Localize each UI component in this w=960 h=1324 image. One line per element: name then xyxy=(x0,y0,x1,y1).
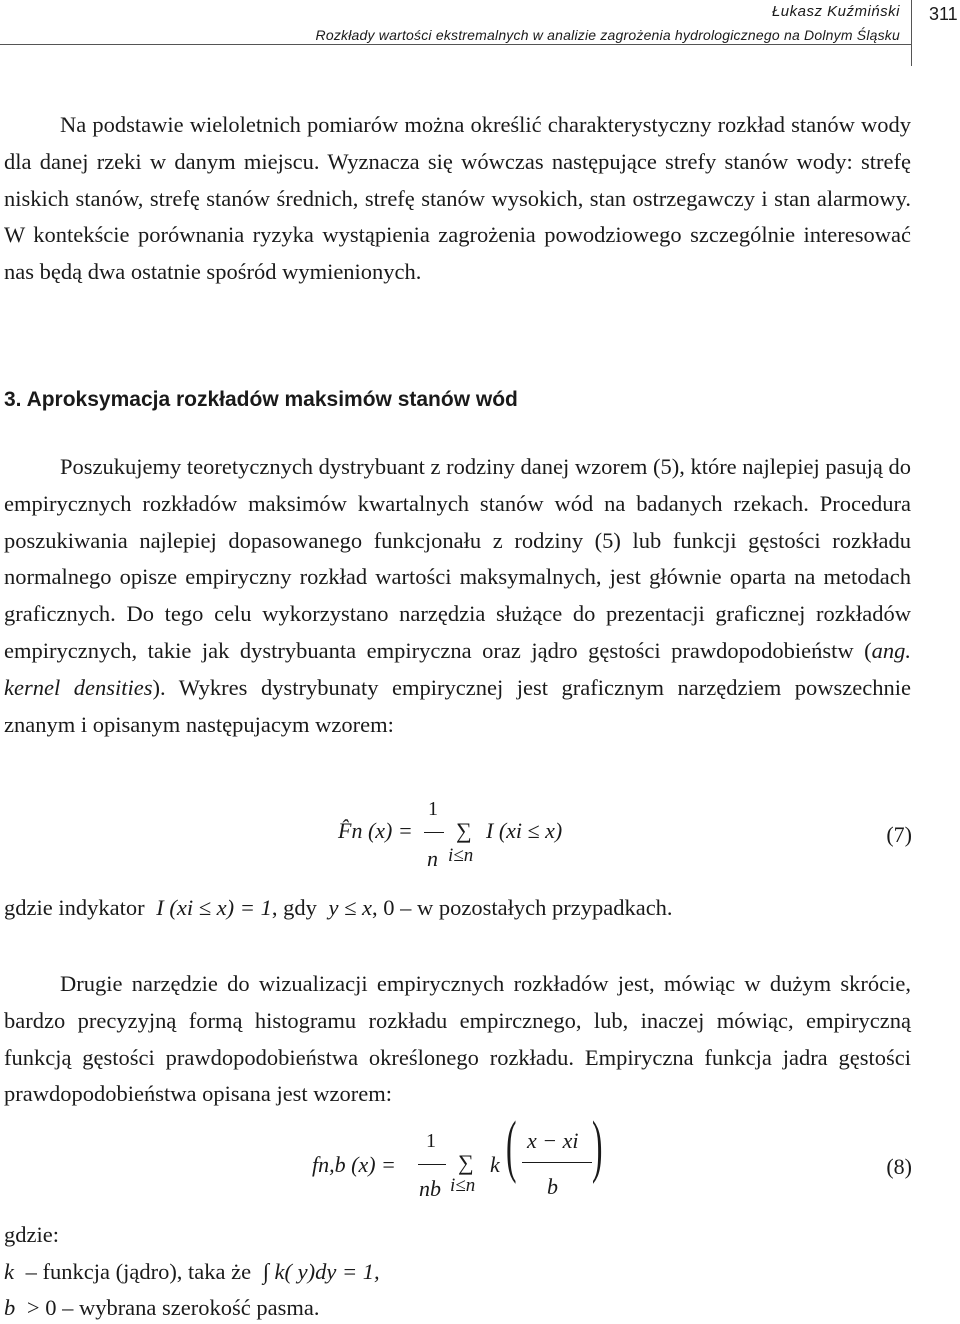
eq8-denominator: nb xyxy=(419,1176,441,1201)
eq8-number: (8) xyxy=(886,1154,912,1179)
running-header-title: Rozkłady wartości ekstremalnych w analizie zagrożenia hydrologicznego na Dolnym Śląsku xyxy=(315,27,900,43)
definition-b xyxy=(4,1295,319,1321)
running-header-author: Łukasz Kuźmiński xyxy=(771,3,900,20)
paragraph-kernel: Drugie narzędzie do wizualizacji empirycznych rozkładów jest, mówiąc w dużym skrócie, bardzo precyzyjną formą histogramu rozkładu empircznego, lub, inaczej mówiąc, empiryczną funkcją gęstości prawdopodobieństwa określonego rozkładu. Empiryczna funkcja jadra gęstości prawdopodobieństwa opisana jest wzorem: xyxy=(4,971,911,1107)
indicator-mid: , gdy xyxy=(271,895,317,920)
definitions-where: gdzie: xyxy=(4,1222,59,1247)
eq7-sum: ∑ xyxy=(456,818,472,843)
eq7-denominator: n xyxy=(427,846,438,871)
page-number: 311 xyxy=(929,4,958,24)
definition-b-symbol: b xyxy=(4,1295,16,1320)
eq7-fraction-bar xyxy=(424,832,444,833)
eq8-inner-fraction-bar xyxy=(522,1162,592,1163)
eq8-fraction-bar xyxy=(418,1164,446,1165)
eq8-numerator: 1 xyxy=(426,1130,436,1152)
definition-k-text: – funkcja (jądro), taka że xyxy=(25,1259,252,1284)
header-rule xyxy=(0,44,911,45)
eq8-k: k xyxy=(490,1152,500,1177)
eq7-number: (7) xyxy=(886,822,912,847)
definition-k-integral: ∫ k( y)dy = 1, xyxy=(262,1259,380,1284)
indicator-post: , 0 – w pozostałych przypadkach. xyxy=(372,895,673,920)
eq8-sum-sub: i≤n xyxy=(450,1175,476,1196)
eq8-inner-numerator: x − xi xyxy=(527,1128,579,1153)
paragraph-intro: Na podstawie wieloletnich pomiarów można określić charakterystyczny rozkład stanów wody dla danej rzeki w danym miejscu. Wyznacza się wówczas następujące strefy stanów wody: strefę niskich stanów, strefę stanów średnich, strefę stanów wysokich, stan ostrzegawczy i stan alarmowy. W kontekście porównania ryzyka wystąpienia zagrożenia powodziowego szczególnie interesować nas będą dwa ostatnie spośród wymienionych. xyxy=(4,112,911,285)
indicator-pre: gdzie indykator xyxy=(4,895,145,920)
eq7-body: I (xi ≤ x) xyxy=(486,818,563,843)
eq8-left-paren: ( xyxy=(506,1108,517,1185)
paragraph-method-italic: ang. kernel densities xyxy=(4,637,911,700)
paragraph-method xyxy=(4,449,911,743)
definition-b-text: > 0 – wybrana szerokość pasma. xyxy=(26,1295,320,1320)
paragraph-method-text-a: Poszukujemy teoretycznych dystrybuant z rodziny danej wzorem (5), które najlepiej pasują do empirycznych rozkładów maksimów kwartalnych stanów wód na badanych rzekach. Procedura poszukiwania najlepiej dopasowanego funkcjonału z rodziny (5) lub funkcji gęstości rozkładu normalnego opisze empiryczny rozkład wartości maksymalnych, jest głównie oparta na metodach graficznych. Do tego celu wykorzystano narzędzia służące do prezentacji graficznej rozkładów empirycznych, takie jak dystrybuanta empiryczna oraz jądro gęstości prawdopodobieństw ( xyxy=(4,454,911,663)
paragraph-method-text-b: ). Wykres dystrybunaty empirycznej jest graficznym narzędziem powszechnie znanym i opisanym następujacym wzorem: xyxy=(4,674,911,737)
eq8-right-paren: ) xyxy=(592,1108,603,1185)
indicator-expr: I (xi ≤ x) = 1 xyxy=(156,895,272,920)
eq7-sum-sub: i≤n xyxy=(448,845,474,866)
eq7-numerator: 1 xyxy=(428,798,438,820)
section-heading: 3. Aproksymacja rozkładów maksimów stanów wód xyxy=(4,388,518,411)
eq8-inner-denominator: b xyxy=(547,1174,558,1199)
indicator-line xyxy=(4,895,673,921)
eq7-lhs: F̂n (x) = xyxy=(338,818,413,843)
definition-k-symbol: k xyxy=(4,1259,14,1284)
header-divider xyxy=(911,0,912,66)
eq8-sum: ∑ xyxy=(458,1150,474,1175)
definition-k xyxy=(4,1259,380,1285)
eq8-lhs: fn,b (x) = xyxy=(312,1152,396,1177)
indicator-cond: y ≤ x xyxy=(328,895,373,920)
